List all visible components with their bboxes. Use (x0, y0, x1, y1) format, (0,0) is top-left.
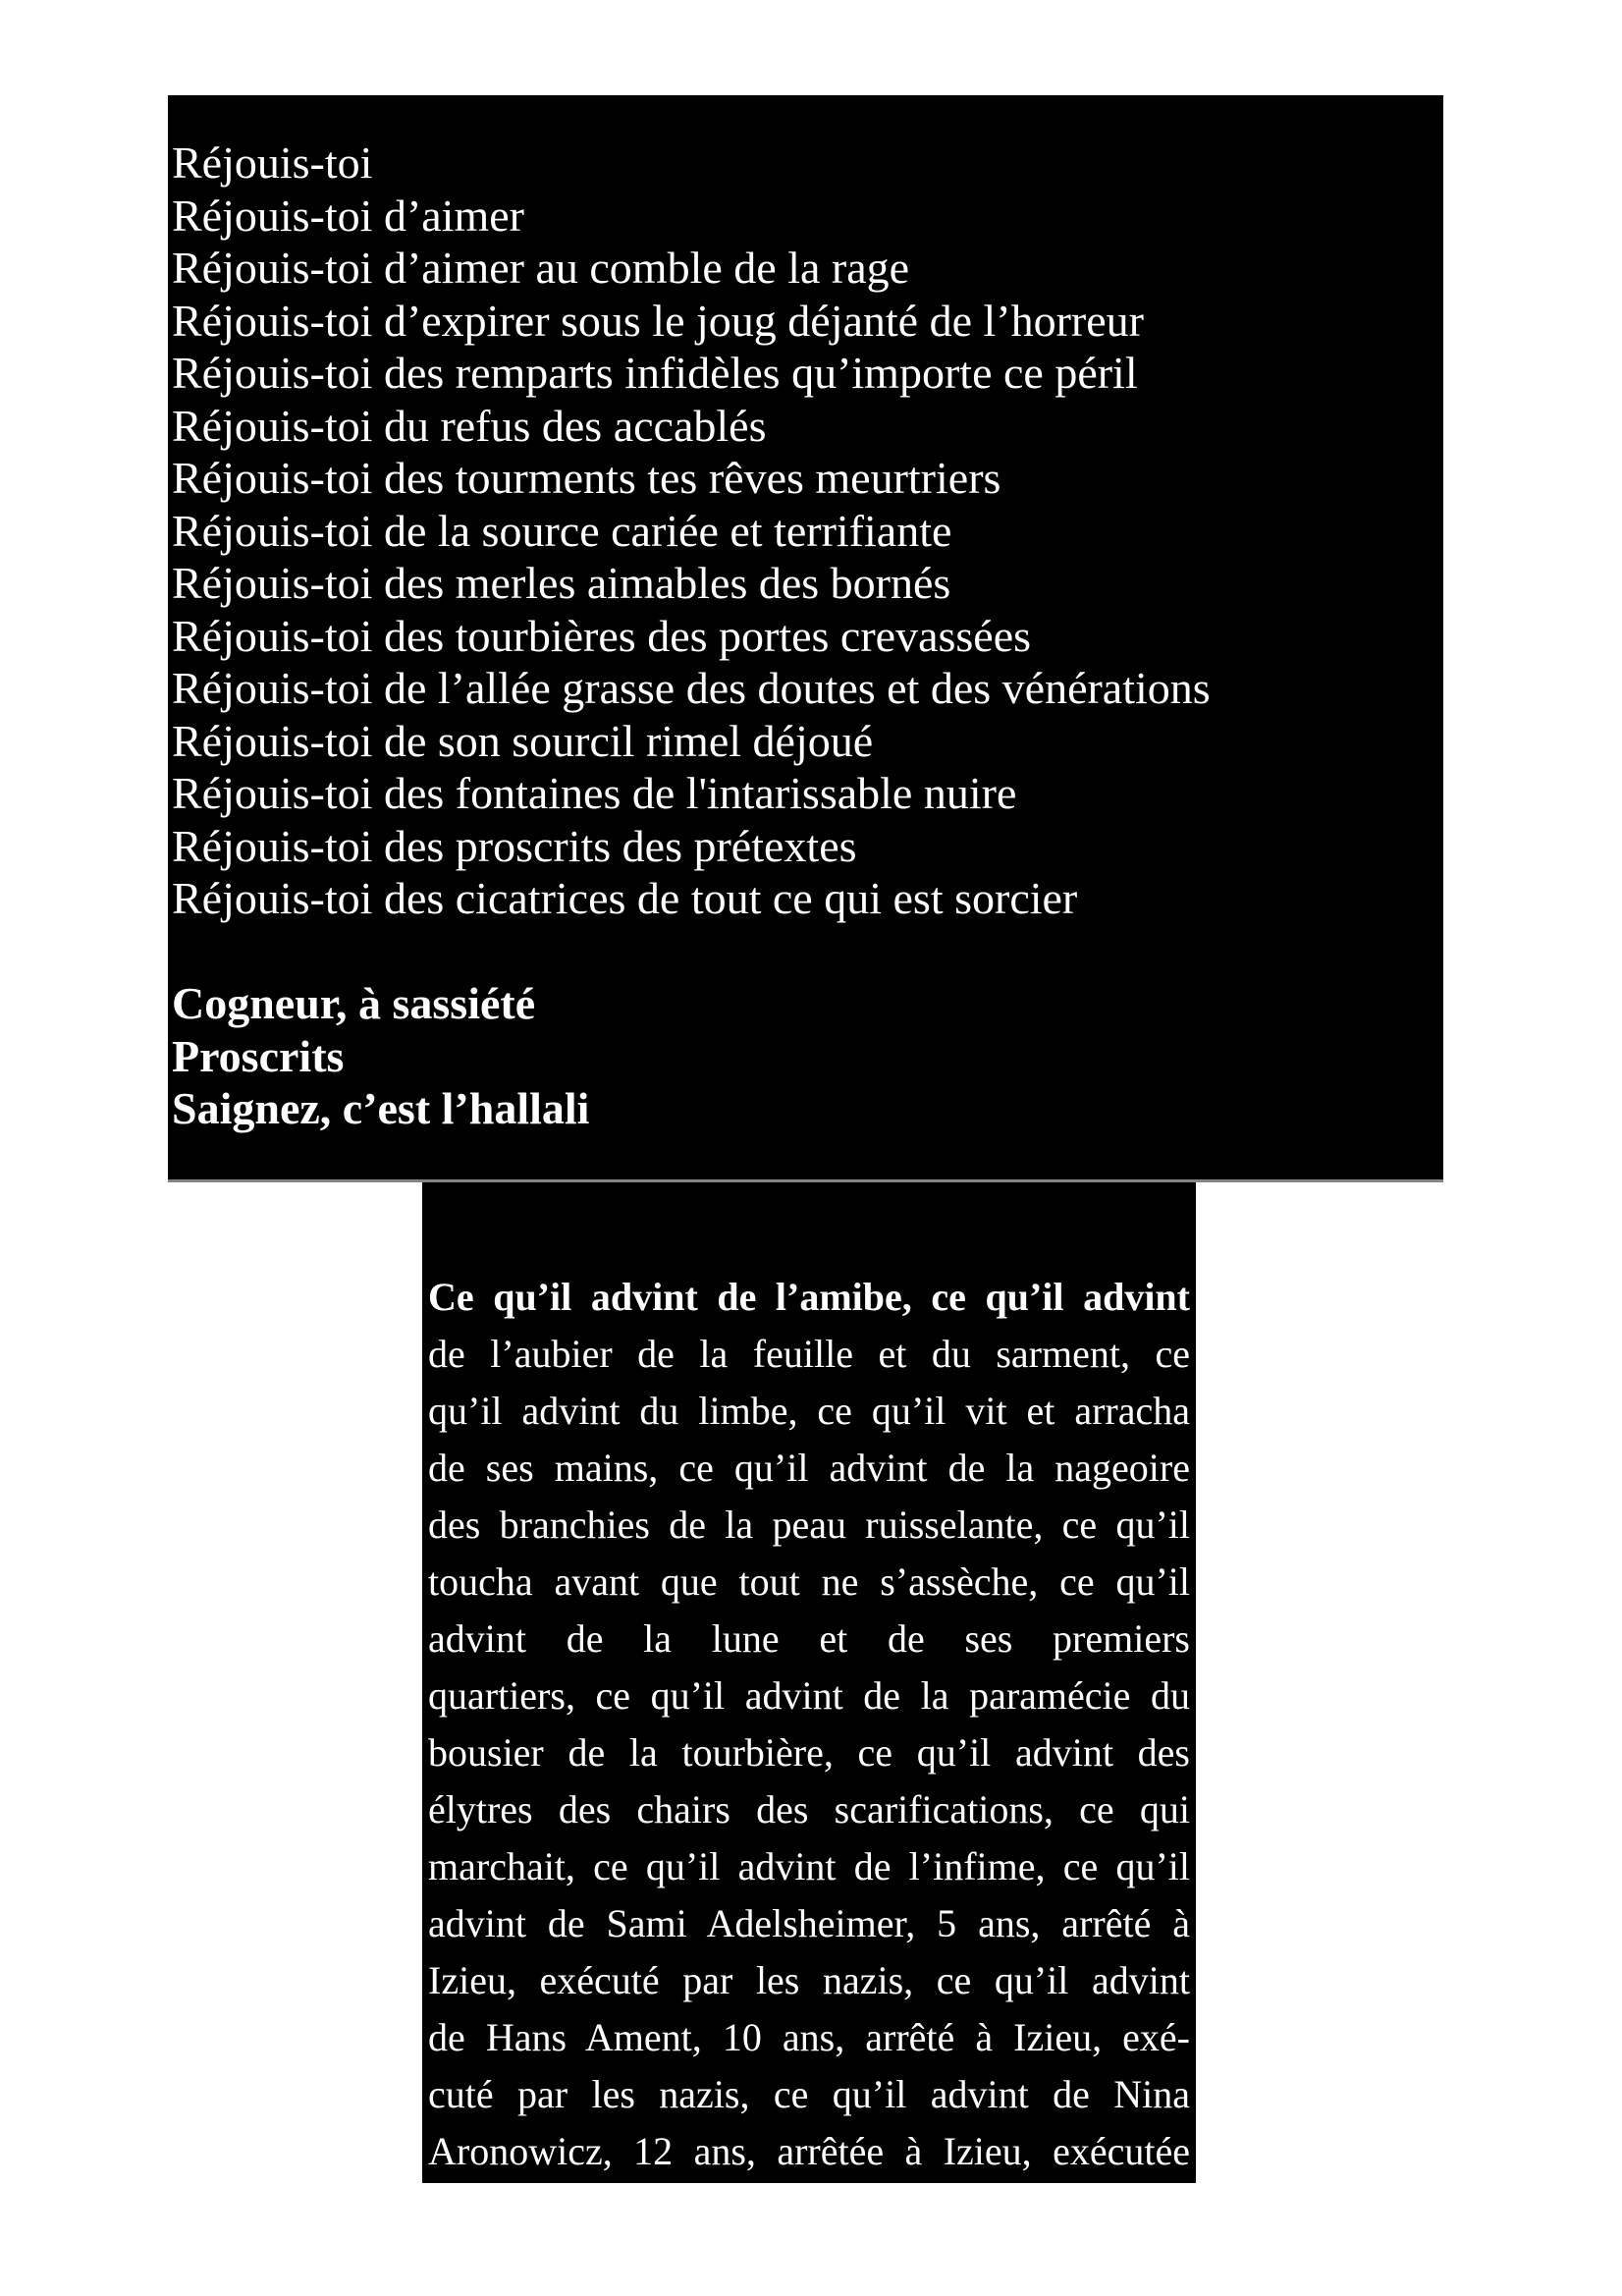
prose-panel (422, 1182, 1196, 2183)
poem-signature-line: Cogneur, à sassiété (172, 978, 536, 1028)
poem-line: Réjouis-toi des cicatrices de tout ce qui est sorcier (172, 873, 1078, 923)
prose-line: des branchies de la peau ruisselante, ce qu’il (428, 1503, 1190, 1547)
poem-line: Réjouis-toi d’aimer (172, 190, 524, 241)
prose-line: élytres des chairs des scarifications, ce qui (428, 1787, 1190, 1831)
poem-blank-line (172, 925, 1424, 978)
prose-line: Izieu, exécuté par les nazis, ce qu’il advint (428, 1958, 1190, 2002)
poem-line: Réjouis-toi des proscrits des prétextes (172, 820, 857, 871)
prose-line: Aronowicz, 12 ans, arrêtée à Izieu, exécutée (428, 2129, 1190, 2173)
prose-first-line: Ce qu’il advint de l’amibe, ce qu’il advint (428, 1275, 1190, 1319)
poem-line: Réjouis-toi des remparts infidèles qu’importe ce péril (172, 348, 1138, 398)
poem-line: Réjouis-toi d’expirer sous le joug déjanté de l’horreur (172, 295, 1144, 346)
prose-line: cuté par les nazis, ce qu’il advint de Nina (428, 2072, 1190, 2116)
poem-line: Réjouis-toi (172, 137, 373, 188)
poem-signature (172, 977, 1424, 1135)
poem-signature-line: Proscrits (172, 1030, 345, 1081)
prose-lines (428, 1326, 1190, 2180)
prose-line: advint de la lune et de ses premiers (428, 1616, 1190, 1661)
prose-line: de Hans Ament, 10 ans, arrêté à Izieu, exé- (428, 2015, 1190, 2059)
poem-line: Réjouis-toi des tourments tes rêves meurtriers (172, 453, 1001, 503)
poem-line: Réjouis-toi d’aimer au comble de la rage (172, 243, 910, 293)
prose-line: bousier de la tourbière, ce qu’il advint des (428, 1730, 1190, 1775)
poem-line: Réjouis-toi des merles aimables des bornés (172, 558, 951, 608)
prose-line: de l’aubier de la feuille et du sarment, ce (428, 1332, 1190, 1376)
prose-line: qu’il advint du limbe, ce qu’il vit et arracha (428, 1389, 1190, 1433)
prose-line: quartiers, ce qu’il advint de la paramécie du (428, 1673, 1190, 1718)
prose-line: de ses mains, ce qu’il advint de la nageoire (428, 1446, 1190, 1490)
prose-line: advint de Sami Adelsheimer, 5 ans, arrêté à (428, 1901, 1190, 1945)
prose-line: toucha avant que tout ne s’assèche, ce qu’il (428, 1559, 1190, 1604)
poem-panel (168, 95, 1443, 1179)
poem-line: Réjouis-toi du refus des accablés (172, 400, 767, 451)
poem-lines (172, 137, 1424, 925)
prose-line: marchait, ce qu’il advint de l’infime, ce qu’il (428, 1844, 1190, 1888)
poem-line: Réjouis-toi des tourbières des portes crevassées (172, 610, 1032, 661)
poem-line: Réjouis-toi de l’allée grasse des doutes et des vénérations (172, 663, 1211, 713)
poem-line: Réjouis-toi des fontaines de l'intarissable nuire (172, 768, 1017, 818)
poem-line: Réjouis-toi de la source cariée et terrifiante (172, 505, 952, 556)
poem-line: Réjouis-toi de son sourcil rimel déjoué (172, 715, 874, 766)
poem-signature-line: Saignez, c’est l’hallali (172, 1083, 590, 1133)
